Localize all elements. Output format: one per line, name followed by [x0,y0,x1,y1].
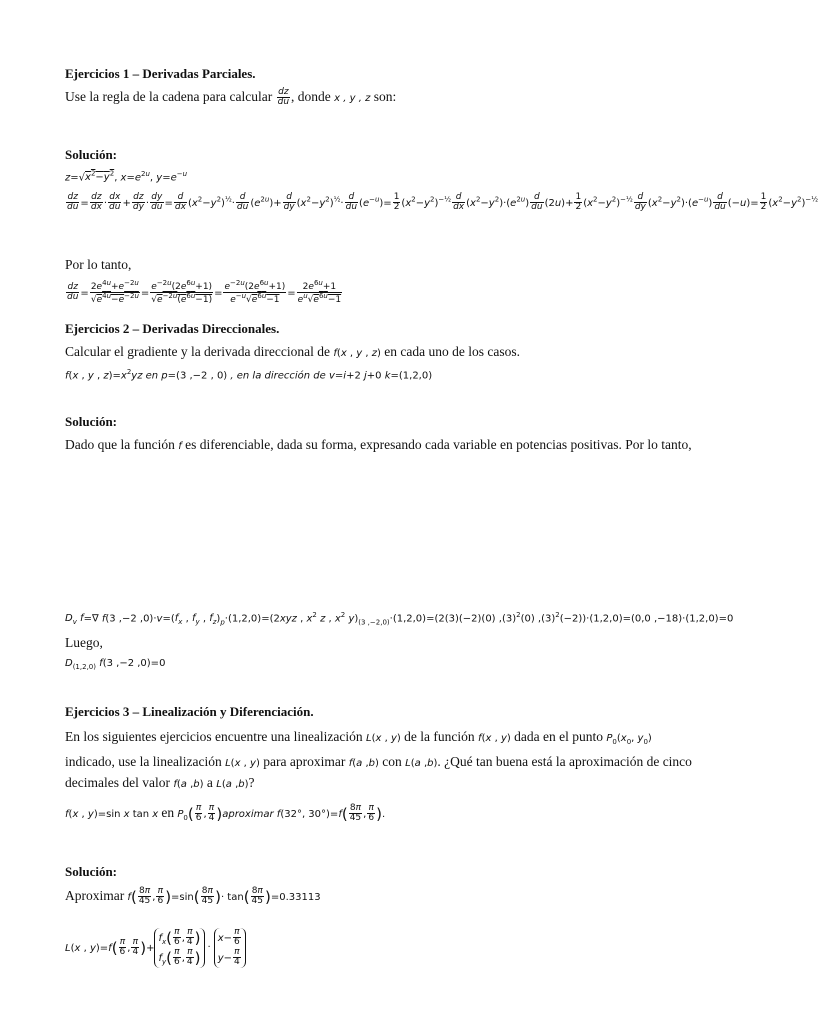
ex3-approximation: Aproximar f( $\frac{8\pi}{45}$ , $\frac{\pi}{6}$ )=sin( $\frac{8\pi}{45}$ )· tan( $\frac{8\pi}{45}$ )=0.33113 [65,886,321,907]
ex1-solution-heading: Solución: [65,147,118,162]
ex2-solution-heading: Solución: [65,414,118,429]
ex3-statement: En los siguientes ejercicios encuentre una linealización L(x , y) de la función f(x , y) dada en el punto $P_0(x_0$, $y_0$) indicado, use la linealización L(x , y) para aproximar f(a ,b) con L(a ,b). ¿Qué tan buena está la aproximación de cinco decimales del valor f(a ,b) a L(a ,b)? [65,729,692,790]
ex2-directional-derivative: $D_v$ f=∇ f(3 ,−2 $,0)\cdot v=(f_x$ , $f_y$ , $f_z)_p\cdot(1,2,0)=(2xyz$ , $x^2$ z , $x^2$ $y)_{(3 ,-2,0)}\cdot(1,2,0)=(2(3)(-2)(0)$ $,(3)^2(0)$ $,(3)^2(-2))\cdot(1,2,0)=(0,0$ ,−18)·(1,2,0)=0 [65,611,734,627]
ex2-solution-text: Dado que la función f es diferenciable, dada su forma, expresando cada variable en potencias positivas. Por lo tanto, [65,437,692,452]
ex1-chain-rule: $\frac{dz}{du}$ = $\frac{dz}{dx}$ · $\frac{dx}{du}$ + $\frac{dz}{dy}$ · $\frac{dy}{du}$ = $\frac{d}{dx}$ $(x^2-y^2)^{\frac{1}{2}}\cdot$ $\frac{d}{du}$ $(e^{2u})+$ $\frac{d}{dy}$ $(x^2-y^2)^{\frac{1}{2}}\cdot$ $\frac{d}{du}$ $(e^{-u})=$ $\frac{1}{2}$ $(x^2-y^2)^{-\frac{1}{2}}$ $\frac{d}{dx}$ $(x^2-y^2)\cdot(e^{2u})$ $\frac{d}{du}$ (2u)+ $\frac{1}{2}$ $(x^2-y^2)^{-\frac{1}{2}}$ $\frac{d}{dy}$ $(x^2-y^2)\cdot(e^{-u})$ $\frac{d}{du}$ (−u)= $\frac{1}{2}$ $(x^2-y^2)^{-\frac{1}{2}}$ [67,192,818,213]
ex2-statement: Calcular el gradiente y la derivada direccional de f(x , y , z) en cada uno de los casos. [65,344,520,359]
ex1-heading: Ejercicios 1 – Derivadas Parciales. [65,66,256,81]
ex1-por-lo-tanto: Por lo tanto, [65,257,132,272]
ex2-heading: Ejercicios 2 – Derivadas Direccionales. [65,321,280,336]
ex3-linearization: L(x , y)=f( $\frac{\pi}{6}$ , $\frac{\pi}{4}$ )+ $f_x$( $\frac{\pi}{6}$ , $\frac{\pi}{4}$ ) $f_y$( $\frac{\pi}{6}$ , $\frac{\pi}{4}$ ) · x− $\frac{\pi}{6}$ y− $\frac{\pi}{4}$ [65,928,246,968]
dz-du-fraction: $\frac{dz}{du}$ [277,87,290,108]
ex3-solution-heading: Solución: [65,864,118,879]
ex1-definitions: $z=√x^2-y^2$, $x=e^{2u}$, $y=e^{-u}$ [65,170,188,184]
ex3-case: f(x , y)=sin x tan x en $P_0$( $\frac{\pi}{6}$ , $\frac{\pi}{4}$ )aproximar f(32°, 30°)=f( $\frac{8\pi}{45}$ , $\frac{\pi}{6}$ ). [65,803,386,824]
ex1-result: $\frac{dz}{du}$ = $\frac{2e^{4u}+e^{-2u}}{√e^{4u}-e^{-2u}}$ = $\frac{e^{-2u}(2e^{6u}+1)}{√e^{-2u}(e^{6u}-1)}$ = $\frac{e^{-2u}(2e^{6u}+1)}{e^{-u}√e^{6u}-1}$ = $\frac{2e^{6u}+1}{e^u√e^{6u}-1}$ [67,279,342,306]
ex2-result: $D_{(1,2,0)}$ f(3 ,−2 ,0)=0 [65,658,166,671]
ex2-luego: Luego, [65,635,103,650]
ex3-heading: Ejercicios 3 – Linealización y Diferenciación. [65,704,314,719]
ex2-case: f(x , y , $z)=x^2yz$ en p=(3 ,−2 , 0) , en la dirección de v=i+2 j+0 k=(1,2,0) [65,368,433,382]
ex1-intro: Use la regla de la cadena para calcular $\frac{dz}{du}$ , donde x , y , z son: [65,87,397,108]
